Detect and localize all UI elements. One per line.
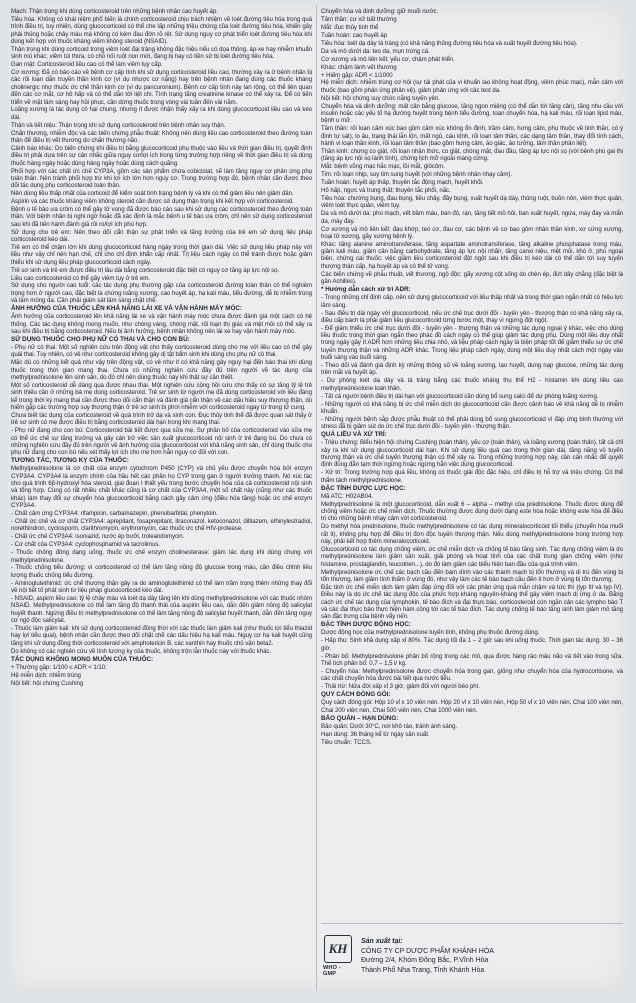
- right-text-content: [321, 8, 623, 923]
- right-paragraph: Tâm thần: rối loạn cảm xúc bao gồm cảm xúc không ổn định, trầm cảm, hưng cảm, phụ thuộc về tinh thần, có ý định tự sát), lo âu, trạng thái lẫn lộn, mất ngủ, cáu kỉnh, rối loạn tâm thần, các dạng tâm thần, thay đổi tính cách, hành vi loạn thần kinh, rối loạn tâm thần (bao gồm hưng cảm, ảo giác, ảo tưởng, tâm thần phân liệt).: [321, 125, 623, 147]
- right-paragraph: Cơ xương và mô liên kết: yếu cơ, chậm phát triển.: [321, 55, 455, 63]
- left-paragraph: Cảnh báo khác: Do biến chứng khi điều trị bằng glucocorticoid phụ thuộc vào liều và thời gian điều trị, quyết định điều trị phải dựa trên sự cân nhắc giữa nguy cơ/lợi ích trong từng trường hợp riêng về thời gian điều trị và dùng thuốc hàng ngày hoặc dùng hàng ngày hoặc dùng cách quãng.: [11, 144, 312, 167]
- left-section-heading: ẢNH HƯỞNG CỦA THUỐC LÊN KHẢ NĂNG LÁI XE VÀ VẬN HÀNH MÁY MÓC:: [11, 305, 242, 313]
- right-paragraph: Methylprednisolone ức chế các bạch cầu đến bám dính vào các thành mạch bị tổn thương và di trú đến vùng bị tổn thương, làm giảm tính thấm ở vùng đó, như vậy làm các tế bào bạch cầu đến ít hơn ở vùng bị tổn thương.: [321, 568, 623, 583]
- left-paragraph: - Phụ nữ có thai: Một số nghiên cứu trên động vật cho thấy corticosteroid dùng cho mẹ với liều cao có thể gây quái thai. Tuy nhiên, có vẻ như corticosteroid không gây dị tật bẩm sinh khi dùng cho phụ nữ có thai.: [11, 344, 312, 359]
- right-paragraph: Do methyl hóa prednisolone, thuốc methylprednisolone có tác dụng mineralocorticoid tối thiểu (chuyển hóa muối rất ít), không phụ hợp để điều trị đơn độc tuyến thượng thận. Nếu dùng methylprednisolone trong trường hợp này, phải kết hợp thêm mineralocorticoid.: [321, 523, 623, 546]
- left-paragraph: Methylprednisolone là cơ chất của enzym cytochrom P450 (CYP) và chủ yếu được chuyển hóa bởi enzym CYP3A4. CYP3A4 là enzym chính của hầu hết các phân họ CYP trong gan ở người trưởng thành. Nó xúc tác cho quá trình 6β-hydroxyl hóa steroid, giai đoạn I thiết yếu trong bước chuyển hóa của cả corticosteroid nội sinh và tổng hợp. Cùng có rất nhiều chất khác cũng là cơ chất của CYP3A4, một số chất này (cũng như các thuốc khác) làm thay đổi sự chuyển hóa glucocorticoid bằng cách gây cảm ứng (điều hòa tăng) hoặc ức chế enzym CYP3A4.: [11, 465, 312, 510]
- right-paragraph: - Dự phòng loét dạ dày và tá tràng bằng các thuốc kháng thụ thể H2 - histamin khi dùng liều cao methylprednisolone toàn thân.: [321, 377, 623, 392]
- right-paragraph: Chuyển hóa và dinh dưỡng: mất cân bằng glucose, tăng ngon miệng (có thể dẫn tới tăng cân), tăng nhu cầu với insulin hoặc các yếu tố hạ đường huyết trong bệnh tiểu đường, toan chuyển hóa, hạ kali máu, rối loạn lipid máu, bệnh u mỡ.: [321, 102, 623, 125]
- right-text-column: [317, 5, 627, 991]
- left-section-heading: TÁC DỤNG KHÔNG MONG MUỐN CỦA THUỐC:: [11, 655, 154, 663]
- left-paragraph: Mặc dù có những kết quả như vậy trên động vật, có vẻ như ít có khả năng gây nguy hại đến bào thai khi dùng thuốc trong thời gian mang thai. Chưa có những nghiên cứu đầy đủ trên người về tác dụng của methylprednisolone lên sinh sản, do đó chỉ nên dùng thuốc này khi thật sự cần thiết.: [11, 359, 312, 382]
- right-paragraph: Mắt: bệnh võng mạc hắc mạc, lồi mắt, glôcôm.: [321, 163, 445, 171]
- left-paragraph: - Cơ chất của CYP3A4: cyclophosphamid và tacrolimus.: [11, 541, 161, 549]
- left-paragraph: + Thường gặp: 1/100 ≤ ADR < 1/10:: [11, 663, 107, 671]
- right-paragraph: Tim: rối loạn nhịp, suy tim sung huyết (với những bệnh nhân nhạy cảm).: [321, 171, 512, 179]
- right-paragraph: Tiêu hóa: chướng bụng, đau bụng, tiêu chảy, đầy bụng, xuất huyết dạ dày, thủng ruột, buồn nôn, viêm thực quản, viêm loét thực quản, viêm tụy.: [321, 194, 623, 210]
- right-paragraph: Đặc tính ức chế miễn dịch làm giảm đáp ứng đối với các phản ứng quá mẫn chậm và tức thì (typ III và typ IV). Điều này là do ức chế tác dụng độc của phức hợp kháng nguyên-kháng thể gây viêm mạch dị ứng ở da. Bằng cách ức chế tác dụng của lymphokin, tế bào đích và đại thực bào, corticosteroid còn ngăn cản các lympho bào T và các đại thực bào thực hiện hàm công tới các tế bào đích. Tác dụng chống tế bào tăng sinh làm giảm mô tăng sản đặc trưng của bệnh vẩy nến.: [321, 583, 623, 621]
- left-paragraph: Chưa biết tác dụng của corticosteroid về quá trình trở dạ và sinh con. Đục thủy tinh thể đã được quan sát thấy ở trẻ sơ sinh có mẹ được điều trị bằng corticosteroid dài hạn trong khi mang thai.: [11, 411, 312, 427]
- left-paragraph: - Thuốc chống đông dạng uống, thuốc ức chế enzym cholinesterase: giảm tác dụng khi dùng chung với methylprednisolone.: [11, 549, 312, 564]
- right-section-heading: ĐẶC TÍNH DƯỢC ĐỘNG HỌC:: [321, 621, 412, 629]
- manufacturer-info: [361, 937, 494, 975]
- right-paragraph: - Hấp thu: Sinh khả dụng xấp xỉ 80%. Tác dụng tối đa 1 – 2 giờ sau khi uống thuốc. Thời gian tác dụng: 30 – 36 giờ.: [321, 637, 623, 652]
- left-paragraph: Cơ xương: Đã có báo cáo về bệnh cơ cấp tính khi sử dụng corticosteroid liều cao, thường xảy ra ở bệnh nhân bị các rối loạn dẫn truyền thần kinh cơ (ví dụ nhược cơ nặng) hay trên bệnh nhân đang dùng các thuốc kháng cholinergic như thuốc ức chế thần kinh cơ (ví dụ pancuronium). Bệnh cơ cấp tính này lan rộng, có thể liên quan đến các cơ mắt, cơ hô hấp và có thể dẫn tới liệt chi. Tình trạng tăng creatinine kinase có thể xảy ra. Để có tiến triển về mặt lâm sàng hay hồi phục, cần dừng thuốc trong vòng vài tuần đến vài năm.: [11, 69, 312, 106]
- company-address-1: Đường 2/4, Khóm Đông Bắc, P.Vĩnh Hòa: [361, 957, 489, 964]
- right-paragraph: - Theo dõi và đánh giá định kỳ những thông số về loãng xương, tạo huyết, dung nạp glucose, những tác dụng trên mắt và huyết áp.: [321, 362, 623, 377]
- right-paragraph: Khác: chậm lành vết thương: [321, 63, 397, 71]
- left-paragraph: - Phụ nữ đang cho con bú: Corticosteroid bài tiết được qua sữa mẹ. Sự phân bố của corticosteroid vào sữa mẹ có thể ức chế sự tăng trưởng và gây cản trở việc sản xuất glucocorticoid nội sinh ở trẻ đang bú. Do chưa có những nghiên cứu đầy đủ trên người về ảnh hưởng của glucocorticoid với khả năng sinh sản, chỉ dùng thuốc cho phụ nữ đang cho con bú nếu xét thấy lợi ích cho mẹ hơn hẳn nguy cơ đối với con.: [11, 427, 312, 457]
- left-paragraph: - Thuốc làm giảm kali: khi sử dụng corticosteroid đồng thời với các thuốc làm giảm kali (như thuốc lợi tiểu thiazid hay lợi tiểu quai), bệnh nhân cần được theo dõi chặt chẽ các dấu hiệu hạ kali máu. Nguy cơ hạ kali huyết cũng tăng khi sử dụng đồng thời corticosteroid với amphotericin B, các xanthin hay thuốc chủ vận beta2.: [11, 624, 312, 647]
- left-paragraph: Phối hợp với các chất ức chế CYP3A, gồm các sản phẩm chứa cobicistat, sẽ làm tăng nguy cơ phản ứng phụ toàn thân. Nên tránh phối hợp trừ khi lợi ích lớn hơn nguy cơ. Trong trường hợp đó, bệnh nhân cần được theo dõi tác dụng phụ corticosteroid toàn thân.: [11, 167, 312, 190]
- right-paragraph: Da và mô dưới da: phù mạch, vết bầm máu, ban đỏ, rạn, tăng tiết mồ hôi, ban xuất huyết, ngứa, mày đay và mẩn da, mày đay.: [321, 210, 623, 225]
- left-paragraph: Thận và tiết niệu: Thận trọng khi sử dụng corticosteroid trên bệnh nhân suy thận.: [11, 121, 226, 129]
- left-paragraph: Một số corticosteroid dễ dàng qua được nhau thai. Một nghiên cứu cộng hồi cứu cho thấy có sự tăng tỷ lệ trẻ sinh thiếu cân ở những bà mẹ dùng corticosteroid. Trẻ sơ sinh từ người mẹ đã dùng corticosteroid với liều đáng kể trong thời kỳ mang thai cần được theo dõi cẩn thận và đánh giá cẩn thận về các dấu hiệu suy thượng thận, dù hiếm gặp các trường hợp suy thượng thận ở trẻ sơ sinh bị phơi nhiễm với corticosteroid ngay từ trong tử cung.: [11, 382, 312, 412]
- who-gmp-label: WHO - GMP: [323, 965, 341, 977]
- left-paragraph: Trẻ sơ sinh và trẻ em được điều trị lâu dài bằng corticosteroid đặc biệt có nguy cơ tăng áp lực nội sọ.: [11, 266, 280, 274]
- left-paragraph: - Thuốc chống tiểu đường: vì corticosteroid có thể làm tăng nồng độ glucose trong máu, cần điều chỉnh liều lượng thuốc chống tiểu đường.: [11, 564, 312, 579]
- right-paragraph: Methylprednisolone là một glucocorticoid, dẫn xuất 6 – alpha – methyl của prednisolone. Thuốc được dùng để chống viêm hoặc ức chế miễn dịch. Thuốc thường được dùng dưới dạng este hòa hoặc không este hòa để điều trị cho những bệnh nhạy cảm với corticosteroid.: [321, 500, 623, 523]
- company-logo: [323, 935, 353, 977]
- right-paragraph: Dược động học của methylprednisolone tuyến tính, không phụ thuộc đường dùng.: [321, 629, 540, 637]
- left-paragraph: Mạch: Thận trọng khi dùng corticosteroid trên những bệnh nhân cao huyết áp.: [11, 8, 218, 15]
- left-paragraph: Sử dụng cho người cao tuổi: các tác dụng phụ thường gặp của corticosteroid đường toàn thân có thể nghiêm trọng hơn ở người cao, đặc biệt là chứng loãng xương, cao huyết áp, hạ kali máu, tiểu đường, dễ bị nhiễm trùng và làm mỏng da. Cần phải giám sát lâm sàng chặt chẽ.: [11, 282, 312, 305]
- right-paragraph: - Tất cả người bệnh điều trị dài hạn với glucocorticoid cần dùng bổ sung calci để dự phòng loãng xương.: [321, 392, 599, 400]
- right-paragraph: Bảo quản: Dưới 30°C, nơi khô ráo, tránh ánh sáng.: [321, 722, 458, 730]
- left-paragraph: Thận trọng khi dùng corticoid trong viêm loét đại tràng không đặc hiệu nếu có dọa thủng, áp-xe hay nhiễm khuẩn sinh mủ khác; viêm túi thừa, có chỗ nối ruột non mới, đang bị hay có tiền sử bị loét đường tiêu hóa.: [11, 45, 312, 61]
- right-paragraph: Quy cách đóng gói: Hộp 10 vỉ x 10 viên nén. Hộp 20 vỉ x 10 viên nén, Hộp 50 vỉ x 10 viên nén, Chai 100 viên nén, Chai 200 viên nén, Chai 500 viên nén, Chai 1000 viên nén.: [321, 699, 623, 714]
- right-paragraph: Glucocorticoid có tác dụng chống viêm, ức chế miễn dịch và chống tế bào tăng sinh. Tác dụng chống viêm là do methylprednisolone làm giảm sản xuất, giải phóng và hoạt tính của các chất trung gian chống viêm (như histamine, prostaglandin, leucotrien...), do đó làm giảm các biểu hiện ban đầu của quá trình viêm.: [321, 545, 623, 568]
- right-paragraph: Mắt: đục thủy tinh thể: [321, 23, 379, 31]
- right-paragraph: Chuyển hóa và dinh dưỡng: giữ muối nước.: [321, 8, 439, 15]
- left-paragraph: - Chất ức chế CYP3A4: isoniazid, nước ép bưởi, troleandomycin.: [11, 533, 185, 541]
- right-paragraph: - Thải trừ: Nửa đời xấp xỉ 3 giờ, giảm đối với người béo phì.: [321, 683, 480, 691]
- right-paragraph: - Để giảm thiểu ức chế trục dưới đồi - tuyến yên - thượng thận và những tác dụng ngoại ý khác, việc cho dùng liều thuốc trong thời gian ngắn theo phác đồ cách ngày có thể giúp giảm tác dụng phụ. Dùng một liều duy nhất trong ngày gây ít ADR hơn những liều chia nhỏ, và liệu pháp cách ngày là biện pháp tốt để giảm thiểu sự ức chế tuyến thượng thận và những ADR khác. Trong liệu pháp cách ngày, dùng một liều duy nhất cách một ngày vào buổi sáng vào buổi sáng.: [321, 324, 623, 362]
- right-paragraph: - Phân bố: Methylprednisolone phân bố rộng trong các mô, qua được hàng rào máu não và tiết vào trong sữa. Thể tích phân bố: 0,7 – 1,5 l/ kg.: [321, 652, 623, 667]
- left-paragraph: Nên dùng liều thấp nhất của corticoid để kiểm soát tình trạng bệnh lý và khi có thể giảm liều nên giảm dần.: [11, 190, 294, 198]
- left-paragraph: Aspirin và các thuốc kháng viêm không steroid cần được sử dụng thận trọng khi kết hợp với corticosteroid.: [11, 198, 294, 206]
- right-section-heading: BẢO QUẢN – HẠN DÙNG:: [321, 714, 399, 722]
- manufacturer-footer: [321, 923, 623, 988]
- right-paragraph: Hô hấp, ngực và trung thất: thuyên tắc phổi, nấc.: [321, 187, 451, 194]
- company-name: CÔNG TY CP DƯỢC PHẨM KHÁNH HÒA: [361, 947, 494, 955]
- left-paragraph: Ảnh hưởng của corticosteroid lên khả năng lái xe và vận hành máy móc chưa được đánh giá một cách có hệ thống. Các tác dụng không mong muốn, như chóng váng, chóng mặt, rối loạn thị giác và mệt mỏi có thể xảy ra sau khi điều trị bằng corticosteroid. Nếu bị ảnh hưởng, bệnh nhân không nên lái xe hay vận hành máy móc.: [11, 313, 312, 335]
- left-paragraph: Sử dụng cho trẻ em: Nên theo dõi cẩn thận sự phát triển và tăng trưởng của trẻ em sử dụng liệu pháp corticosteroid kéo dài.: [11, 228, 312, 244]
- right-section-heading: QUÁ LIỀU VÀ XỬ TRÍ:: [321, 431, 387, 439]
- left-paragraph: Bệnh u tế bào ưa crôm có thể gây tử vong đã được báo cáo sau khi sử dụng các corticosteroid theo đường toàn thân. Với bệnh nhân bị nghi ngờ hoặc đã xác định là mắc bệnh u tế bào ưa crôm, chỉ nên sử dụng corticosteroid sau khi đã tiến hành đánh giá rủi ro/lợi ích phù hợp.: [11, 206, 312, 228]
- right-paragraph: - Chuyển hóa: Methylprednisolone được chuyển hóa trong gan, giống như chuyển hóa của hydrocortisone, và các chất chuyển hóa được bài tiết qua nước tiểu.: [321, 667, 623, 683]
- right-section-heading: QUY CÁCH ĐÓNG GÓI:: [321, 691, 391, 699]
- left-section-heading: SỬ DỤNG THUỐC CHO PHỤ NỮ CÓ THAI VÀ CHO CON BÚ:: [11, 336, 190, 344]
- right-paragraph: Tiêu chuẩn: TCCS.: [321, 738, 372, 746]
- left-paragraph: Liều cao corticosteroid có thể gây viêm tụy ở trẻ em.: [11, 274, 150, 282]
- right-paragraph: - Xử trí: Trong trường hợp quá liều, không có thuốc giải độc đặc hiệu, chỉ điều trị hỗ trợ và triệu chứng. Có thể thẩm tách methylprednisolone.: [321, 469, 623, 484]
- right-paragraph: - Những người có khả năng bị ức chế miễn dịch do glucocorticoid cần được cảnh báo về khả năng dễ bị nhiễm khuẩn.: [321, 400, 623, 415]
- left-paragraph: Trẻ em có thể chậm lớn khi dùng glucocorticoid hàng ngày trong thời gian dài. Việc sử dụng liệu pháp này với liều như vậy chỉ nên hạn chế, chỉ cho chỉ định khẩn cấp nhất. Trị liệu cách ngày có thể tránh được hoặc giảm thiểu khi sử dụng liều pháp glucocorticoid cách ngày.: [11, 243, 312, 266]
- manufacturer-label: Sản xuất tại:: [361, 938, 403, 945]
- right-paragraph: Tâm thần: cư xử bất thường: [321, 15, 397, 23]
- company-address-2: Thành Phố Nha Trang, Tỉnh Khánh Hòa: [361, 966, 485, 974]
- kh-logo-icon: KH: [324, 935, 352, 963]
- right-paragraph: Khác: tăng alanine aminotransferase, tăng aspartate aminotransferase, tăng alkaline phosphatase trong máu, giảm kali máu, giảm cân bằng carbohydrate, tăng áp lực nội nhãn, tăng canxi niệu, mệt mỏi, khó ở, phù ngoại biên, chứng cai thuốc: việc giảm liều corticosteroid đột ngột sau khi điều trị kéo dài có thể dẫn tới suy tuyến thượng thận cấp, hạ huyết áp và có thể tử vong.: [321, 240, 623, 270]
- left-paragraph: Tiêu hóa: Không có khái niệm phổ biến là chính corticosteroid chịu trách nhiệm về loét đường tiêu hóa trong quá trình điều trị, tuy nhiên, dùng glucocorticoid có thể che lấp những triệu chứng của loét đường tiêu hóa, khiến gây phải thủng hoặc chảy máu mà không có kèm đau đớn rõ rệt. Sử dụng nguy cơ phát triển loét đường tiêu hóa khi dùng kết hợp với thuốc kháng viêm không steroid (NSAID).: [11, 15, 312, 45]
- right-paragraph: Da và mô dưới da: teo da, mụn trứng cá.: [321, 47, 430, 55]
- right-paragraph: - Những người bệnh sắp được phẫu thuật có thể phải dùng bổ sung glucocorticoid vì đáp ứng bình thường với stress đã bị giảm sút do ức chế trục dưới đồi - tuyến yên - thượng thận.: [321, 415, 623, 431]
- right-paragraph: Hệ miễn dịch: nhiễm trùng cơ hội (sự tái phát của vi khuẩn lao không hoạt động, viêm phúc mạc), mẫn cảm với thuốc (bao gồm phản ứng phản vệ), giảm phản ứng với các test da.: [321, 79, 623, 94]
- leaflet-sheet: [7, 5, 627, 991]
- right-paragraph: Tuần hoàn: cao huyết áp: [321, 31, 388, 39]
- left-text-column: [7, 5, 317, 991]
- right-paragraph: Nội tiết: hội chứng suy chức năng tuyến yên.: [321, 94, 440, 102]
- left-paragraph: Chấn thương, nhiễm độc và các biến chứng phẫu thuật: Không nên dùng liều cao corticosteroid theo đường toàn thân để điều trị vết thương do chấn thương não.: [11, 129, 312, 144]
- left-paragraph: - Chất cảm ứng CYP3A4: rifampicin, carbamazepin, phenobarbital, phenytoin.: [11, 510, 218, 518]
- right-paragraph: Cơ xương và mô liên kết: đau khớp, teo cơ, đau cơ, các bệnh về cơ bao gồm nhân thần kinh, xơ cứng xương, hoại tử xương, gãy xương bệnh lý.: [321, 225, 623, 240]
- left-paragraph: Loãng xương là tác dụng có hại chung, nhưng ít được nhận thấy xảy ra khi dùng glucocorticoid liều cao và kéo dài.: [11, 106, 312, 121]
- left-paragraph: - Chất ức chế và cơ chất CYP3A4: aprepitant, fosaprepitant, itraconazol, ketoconazol, diltiazem, ethinylestradiol, norethindron, cyclosporin, clarithromycin, erythromycin, các thuốc ức chế HIV-protease.: [11, 518, 312, 533]
- right-paragraph: - Triệu chứng: Biểu hiện hội chứng Cushing (toàn thân), yếu cơ (toàn thân), và loãng xương (toàn thân), tất cả chỉ xảy ra khi sử dụng glucocorticoid dài hạn. Khi sử dụng liều quá cao trong thời gian dài, tăng năng vỏ tuyến thượng thận và ức chế tuyến thượng thận có thể xảy ra. Trong những trường hợp này, cần cân nhắc để quyết định đúng đắn tạm thời ngừng hoặc ngừng hẳn việc dùng glucocorticoid.: [321, 439, 623, 469]
- left-paragraph: - Aminoglutethimid: ức chế thượng thận gây ra do aminoglutethimid có thể làm trầm trọng thêm những thay đổi về nội tiết tố phát sinh từ liệu pháp glucocorticoid kéo dài.: [11, 579, 312, 595]
- right-paragraph: Các biến chứng về phẫu thuật, vết thương, ngộ độc: gãy xương cột sống do chèn ép, đứt dây chằng (đặc biệt là gân Achilles).: [321, 270, 623, 286]
- right-paragraph: Mã ATC: H02AB04.: [321, 492, 373, 500]
- right-section-heading: ĐẶC TÍNH DƯỢC LỰC HỌC:: [321, 484, 406, 492]
- right-paragraph: Hạn dùng: 36 tháng kể từ ngày sản xuất.: [321, 730, 430, 738]
- right-paragraph: Tuần hoàn: huyết áp thấp, thuyên tắc động mạch, huyết khối.: [321, 179, 484, 187]
- right-paragraph: Thần kinh: chứng co giật, rối loạn nhận thức, co giật, chóng mặt, đau đầu, tăng áp lực nội sọ (với bệnh phù gai thị (tăng áp lực nội sọ lành tính), chứng lịch mỡ ngoài màng cứng.: [321, 147, 623, 163]
- left-section-heading: TƯƠNG TÁC, TƯƠNG KỴ CỦA THUỐC:: [11, 457, 129, 465]
- right-paragraph: Tiêu hóa: loét dạ dày tá tràng (có khả năng thủng đường tiêu hóa và xuất huyết đường tiêu hóa).: [321, 39, 578, 47]
- left-paragraph: Hệ miễn dịch: nhiễm trùng: [11, 671, 81, 679]
- left-paragraph: Do không có các nghiên cứu về tính tương kỵ của thuốc, không trộn lẫn thuốc này với thuốc khác.: [11, 647, 272, 655]
- left-paragraph: Gan mật: Corticosteroid liều cao có thể làm viêm tụy cấp.: [11, 61, 163, 69]
- right-section-heading: * Hướng dẫn cách xử trí ADR:: [321, 286, 411, 294]
- right-paragraph: + Hiếm gặp: ADR < 1/1000: [321, 71, 393, 79]
- left-paragraph: - NSAID, aspirin liều cao: tỷ lệ chảy máu và loét dạ dày tăng lên khi dùng methylprednisolone với các thuốc nhóm NSAID. Methylprednisolone có thể làm tăng độ thanh thải của aspirin liều cao, dẫn đến giảm nồng độ salicylat huyết thanh. Ngừng điều trị methylprednisolone có thể làm tăng nồng độ salicylat huyết thanh, dẫn đến tăng nguy cơ ngộ độc salicylat.: [11, 595, 312, 625]
- right-paragraph: - Trong những chỉ định cấp, nên sử dụng glucocorticoid với liều thấp nhất và trong thời gian ngắn nhất có hiệu lực lâm sàng.: [321, 294, 623, 309]
- right-paragraph: - Sau điều trị dài ngày với glucocorticoid, nếu ức chế trục dưới đồi - tuyến yên - thượng thận có khả năng xảy ra, điều cấp bách là phải giảm liều glucocorticoid từng bước một, thay vì ngừng đột ngột.: [321, 309, 623, 324]
- left-paragraph: Nội tiết: hội chứng Cushing: [11, 679, 84, 687]
